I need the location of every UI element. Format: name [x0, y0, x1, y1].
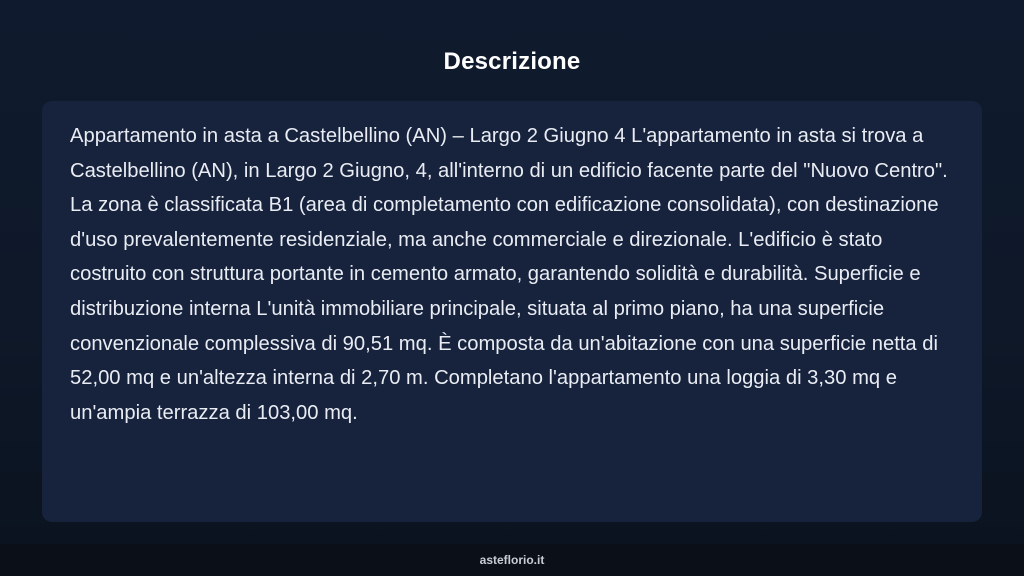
footer-site-label: asteflorio.it	[0, 544, 1024, 576]
description-text: Appartamento in asta a Castelbellino (AN) – Largo 2 Giugno 4 L'appartamento in asta si trova a Castelbellino (AN), in Largo 2 Giugno, 4, all'interno di un edificio facente parte del "Nuovo Centro". La zona è classificata B1 (area di completamento con edificazione consolidata), con destinazione d'uso prevalentemente residenziale, ma anche commerciale e direzionale. L'edificio è stato costruito con struttura portante in cemento armato, garantendo solidità e durabilità. Superficie e distribuzione interna L'unità immobiliare principale, situata al primo piano, ha una superficie convenzionale complessiva di 90,51 mq. È composta da un'abitazione con una superficie netta di 52,00 mq e un'altezza interna di 2,70 m. Completano l'appartamento una loggia di 3,30 mq e un'ampia terrazza di 103,00 mq.	[70, 125, 948, 424]
description-card	[42, 101, 982, 522]
section-title: Descrizione	[443, 48, 581, 75]
